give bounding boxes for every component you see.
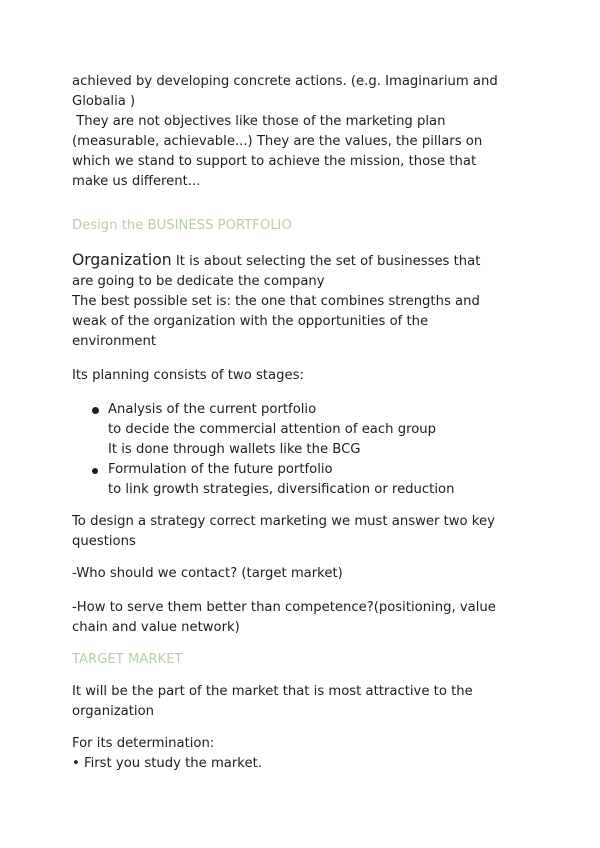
text-line: chain and value network): [72, 620, 240, 635]
text-line: [72, 250, 542, 272]
text-line: to decide the commercial attention of each group: [108, 422, 436, 437]
list-item: [72, 460, 542, 500]
text-line: make us different...: [72, 174, 201, 189]
text-line: It will be the part of the market that is most attractive to the: [72, 684, 473, 699]
text-line: are going to be dedicate the company: [72, 274, 325, 289]
stages-list: [72, 400, 542, 500]
planning-intro: Its planning consists of two stages:: [72, 368, 304, 383]
text-line: Formulation of the future portfolio: [108, 462, 333, 477]
bullet-icon: [92, 407, 99, 414]
text-line: weak of the organization with the opportunities of the: [72, 314, 429, 329]
paragraph-design-strategy: [72, 512, 542, 552]
text-line: To design a strategy correct marketing we must answer two key: [72, 514, 495, 529]
text-line: Analysis of the current portfolio: [108, 402, 317, 417]
text-line: environment: [72, 334, 156, 349]
text-line: -How to serve them better than competence?(positioning, value: [72, 600, 496, 615]
paragraph-target-market: [72, 682, 542, 722]
text-line: questions: [72, 534, 136, 549]
text-line: organization: [72, 704, 154, 719]
text-line: which we stand to support to achieve the mission, those that: [72, 154, 477, 169]
text-line: They are not objectives like those of the marketing plan: [72, 114, 446, 129]
section-heading-portfolio: Design the BUSINESS PORTFOLIO: [72, 218, 292, 233]
text-line: (measurable, achievable...) They are the values, the pillars on: [72, 134, 483, 149]
text-line: It is done through wallets like the BCG: [108, 442, 361, 457]
text-line: to link growth strategies, diversification or reduction: [108, 482, 455, 497]
organization-rest: It is about selecting the set of businesses that: [171, 254, 481, 269]
text-line: achieved by developing concrete actions. (e.g. Imaginarium and: [72, 74, 498, 89]
organization-word: Organization: [72, 251, 172, 269]
text-line: Globalia ): [72, 94, 136, 109]
bullet-icon: [92, 468, 98, 474]
paragraph-values: [72, 72, 542, 192]
question-who: -Who should we contact? (target market): [72, 566, 343, 581]
section-heading-target-market: TARGET MARKET: [72, 652, 183, 667]
text-line: For its determination:: [72, 736, 215, 751]
text-line: • First you study the market.: [72, 756, 262, 771]
list-item: [72, 400, 542, 460]
question-how: [72, 598, 542, 638]
paragraph-organization: [72, 250, 542, 352]
document-page: [72, 72, 542, 774]
text-line: The best possible set is: the one that combines strengths and: [72, 294, 480, 309]
paragraph-determination: [72, 734, 542, 774]
